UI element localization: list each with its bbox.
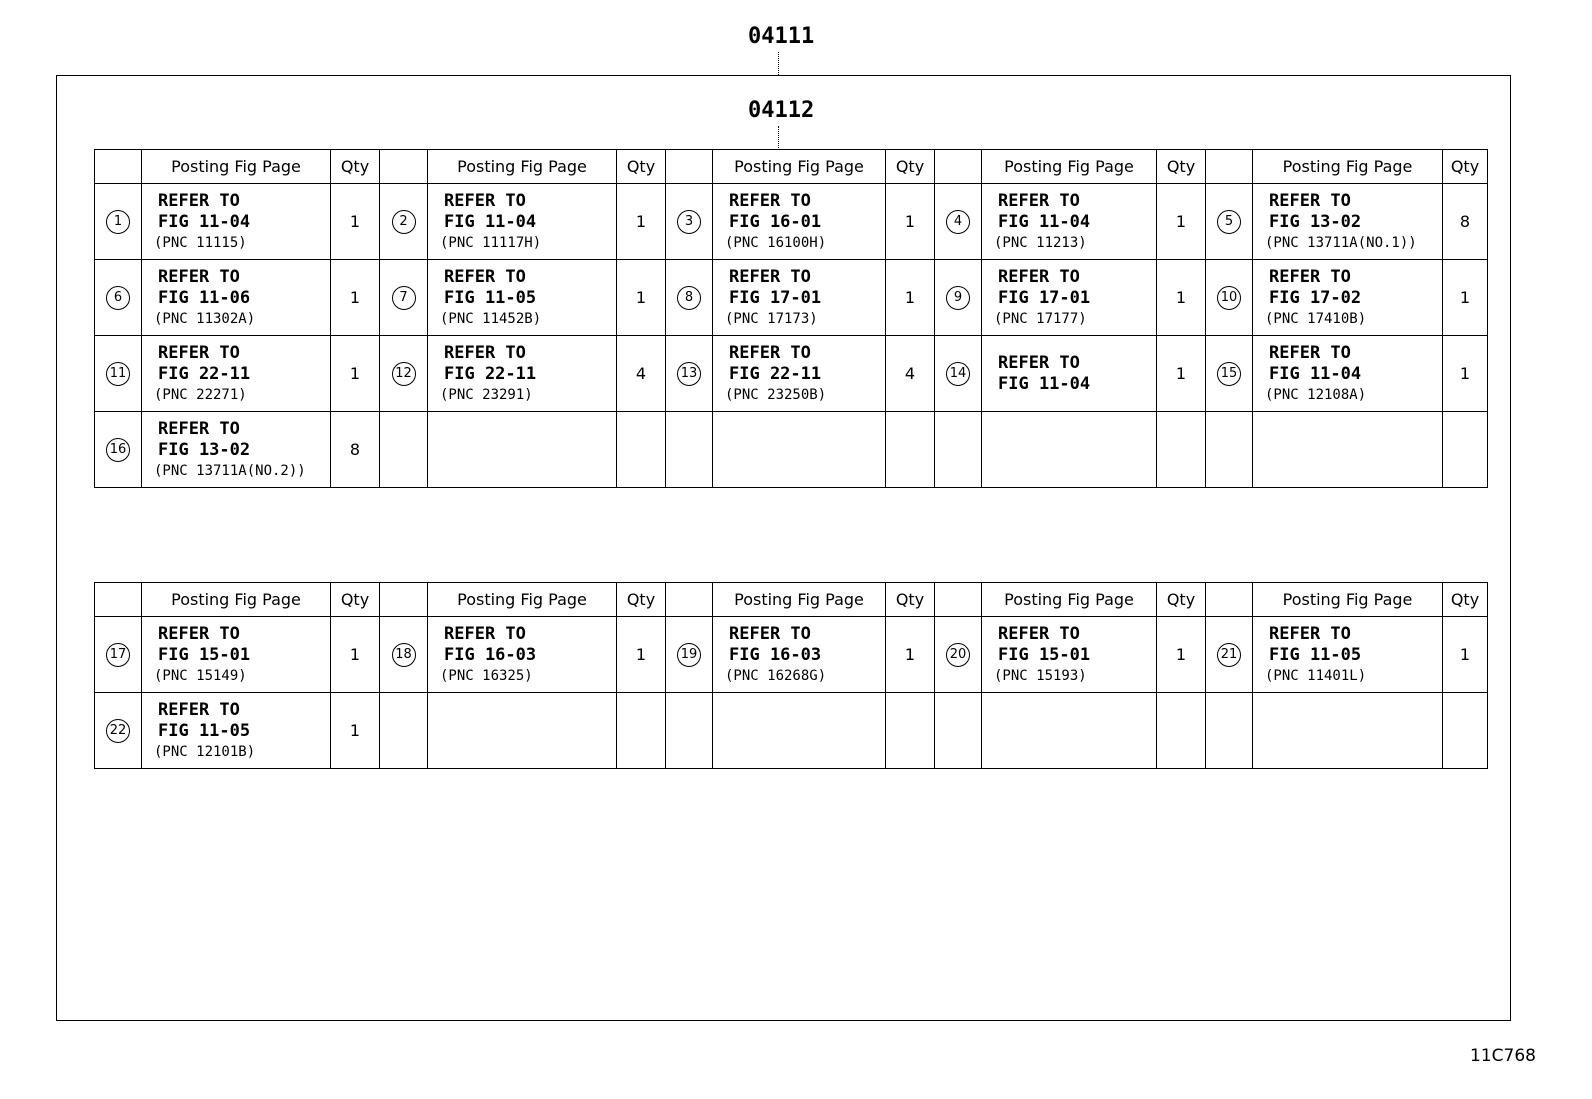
item-number-cell bbox=[380, 336, 428, 412]
item-number-cell bbox=[666, 412, 713, 488]
reference-cell bbox=[713, 412, 886, 488]
item-number-cell bbox=[1206, 617, 1253, 693]
reference-cell bbox=[982, 260, 1157, 336]
pnc-text: (PNC 16325) bbox=[440, 667, 533, 684]
qty-cell: 1 bbox=[331, 617, 380, 693]
reference-cell bbox=[1253, 617, 1443, 693]
header-qty: Qty bbox=[1157, 150, 1206, 184]
qty-cell bbox=[1443, 693, 1488, 769]
item-number-cell bbox=[935, 617, 982, 693]
refer-to-text: REFER TO bbox=[444, 342, 526, 363]
pnc-text: (PNC 15149) bbox=[154, 667, 247, 684]
refer-to-text: REFER TO bbox=[729, 190, 811, 211]
refer-to-text: REFER TO bbox=[729, 623, 811, 644]
header-qty: Qty bbox=[331, 583, 380, 617]
qty-cell: 1 bbox=[886, 617, 935, 693]
qty-cell: 1 bbox=[1443, 336, 1488, 412]
qty-cell: 1 bbox=[1443, 617, 1488, 693]
qty-cell: 1 bbox=[331, 693, 380, 769]
item-number-cell bbox=[935, 336, 982, 412]
header-blank-cell bbox=[380, 583, 428, 617]
item-number-circle: 8 bbox=[677, 286, 701, 310]
pnc-text: (PNC 23250B) bbox=[725, 386, 827, 403]
fig-number-text: FIG 22-11 bbox=[158, 363, 251, 384]
header-posting-fig-page: Posting Fig Page bbox=[982, 583, 1157, 617]
refer-to-text: REFER TO bbox=[158, 623, 240, 644]
qty-cell bbox=[1157, 412, 1206, 488]
header-blank-cell bbox=[1206, 583, 1253, 617]
qty-cell: 1 bbox=[331, 184, 380, 260]
fig-number-text: FIG 11-04 bbox=[1269, 363, 1362, 384]
header-posting-fig-page: Posting Fig Page bbox=[982, 150, 1157, 184]
fig-number-text: FIG 13-02 bbox=[1269, 211, 1362, 232]
refer-to-text: REFER TO bbox=[444, 623, 526, 644]
pnc-text: (PNC 11452B) bbox=[440, 310, 542, 327]
table-row bbox=[95, 260, 1488, 336]
reference-cell bbox=[428, 184, 617, 260]
item-number-cell bbox=[95, 184, 142, 260]
fig-number-text: FIG 15-01 bbox=[158, 644, 251, 665]
fig-number-text: FIG 22-11 bbox=[729, 363, 822, 384]
header-posting-fig-page: Posting Fig Page bbox=[142, 583, 331, 617]
fig-number-text: FIG 15-01 bbox=[998, 644, 1091, 665]
qty-cell: 4 bbox=[617, 336, 666, 412]
item-number-circle: 4 bbox=[946, 210, 970, 234]
header-blank-cell bbox=[95, 150, 142, 184]
fig-number-text: FIG 11-05 bbox=[1269, 644, 1362, 665]
qty-cell: 1 bbox=[331, 260, 380, 336]
item-number-cell bbox=[95, 693, 142, 769]
fig-number-text: FIG 11-04 bbox=[998, 211, 1091, 232]
item-number-circle: 7 bbox=[392, 286, 416, 310]
refer-to-text: REFER TO bbox=[998, 352, 1080, 373]
qty-cell: 1 bbox=[1157, 336, 1206, 412]
refer-to-text: REFER TO bbox=[729, 342, 811, 363]
header-blank-cell bbox=[666, 583, 713, 617]
qty-cell bbox=[886, 693, 935, 769]
fig-number-text: FIG 22-11 bbox=[444, 363, 537, 384]
item-number-cell bbox=[1206, 260, 1253, 336]
header-posting-fig-page: Posting Fig Page bbox=[142, 150, 331, 184]
reference-cell bbox=[982, 336, 1157, 412]
table-row bbox=[95, 336, 1488, 412]
refer-to-text: REFER TO bbox=[158, 418, 240, 439]
item-number-cell bbox=[935, 412, 982, 488]
pnc-text: (PNC 17173) bbox=[725, 310, 818, 327]
refer-to-text: REFER TO bbox=[444, 190, 526, 211]
reference-cell bbox=[982, 412, 1157, 488]
qty-cell: 1 bbox=[617, 617, 666, 693]
pnc-text: (PNC 11302A) bbox=[154, 310, 256, 327]
header-posting-fig-page: Posting Fig Page bbox=[1253, 583, 1443, 617]
header-posting-fig-page: Posting Fig Page bbox=[428, 583, 617, 617]
reference-cell bbox=[142, 693, 331, 769]
item-number-circle: 19 bbox=[677, 643, 701, 667]
qty-cell: 1 bbox=[617, 260, 666, 336]
item-number-circle: 9 bbox=[946, 286, 970, 310]
item-number-circle: 15 bbox=[1217, 362, 1241, 386]
header-row bbox=[95, 583, 1488, 617]
item-number-circle: 5 bbox=[1217, 210, 1241, 234]
reference-cell bbox=[982, 184, 1157, 260]
qty-cell bbox=[886, 412, 935, 488]
header-posting-fig-page: Posting Fig Page bbox=[1253, 150, 1443, 184]
pnc-text: (PNC 16100H) bbox=[725, 234, 827, 251]
header-blank-cell bbox=[1206, 150, 1253, 184]
qty-cell: 1 bbox=[1157, 260, 1206, 336]
reference-cell bbox=[982, 617, 1157, 693]
pnc-text: (PNC 12101B) bbox=[154, 743, 256, 760]
refer-to-text: REFER TO bbox=[998, 190, 1080, 211]
refer-to-text: REFER TO bbox=[1269, 623, 1351, 644]
pnc-text: (PNC 23291) bbox=[440, 386, 533, 403]
refer-to-text: REFER TO bbox=[1269, 342, 1351, 363]
top-leader-line bbox=[778, 52, 779, 75]
item-number-circle: 13 bbox=[677, 362, 701, 386]
header-blank-cell bbox=[666, 150, 713, 184]
item-number-cell bbox=[1206, 693, 1253, 769]
item-number-cell bbox=[1206, 412, 1253, 488]
refer-to-text: REFER TO bbox=[158, 266, 240, 287]
item-number-circle: 3 bbox=[677, 210, 701, 234]
refer-to-text: REFER TO bbox=[998, 623, 1080, 644]
refer-to-text: REFER TO bbox=[1269, 266, 1351, 287]
item-number-cell bbox=[380, 617, 428, 693]
qty-cell: 1 bbox=[1157, 184, 1206, 260]
fig-number-text: FIG 16-01 bbox=[729, 211, 822, 232]
header-qty: Qty bbox=[617, 150, 666, 184]
pnc-text: (PNC 11117H) bbox=[440, 234, 542, 251]
reference-cell bbox=[1253, 412, 1443, 488]
reference-cell bbox=[428, 693, 617, 769]
header-blank-cell bbox=[935, 583, 982, 617]
pnc-text: (PNC 13711A(NO.1)) bbox=[1265, 234, 1417, 251]
pnc-text: (PNC 11213) bbox=[994, 234, 1087, 251]
refer-to-text: REFER TO bbox=[729, 266, 811, 287]
item-number-cell bbox=[1206, 184, 1253, 260]
qty-cell bbox=[617, 412, 666, 488]
item-number-cell bbox=[935, 693, 982, 769]
reference-cell bbox=[982, 693, 1157, 769]
header-row bbox=[95, 150, 1488, 184]
refer-to-text: REFER TO bbox=[1269, 190, 1351, 211]
item-number-cell bbox=[380, 412, 428, 488]
item-number-circle: 20 bbox=[946, 643, 970, 667]
reference-table-2 bbox=[94, 582, 1488, 769]
fig-number-text: FIG 17-02 bbox=[1269, 287, 1362, 308]
item-number-cell bbox=[935, 184, 982, 260]
qty-cell: 8 bbox=[331, 412, 380, 488]
reference-cell bbox=[713, 260, 886, 336]
item-number-cell bbox=[666, 617, 713, 693]
reference-table-1 bbox=[94, 149, 1488, 488]
qty-cell bbox=[1157, 693, 1206, 769]
refer-to-text: REFER TO bbox=[998, 266, 1080, 287]
header-qty: Qty bbox=[617, 583, 666, 617]
refer-to-text: REFER TO bbox=[158, 190, 240, 211]
item-number-circle: 1 bbox=[106, 210, 130, 234]
header-blank-cell bbox=[95, 583, 142, 617]
reference-cell bbox=[142, 336, 331, 412]
reference-cell bbox=[428, 260, 617, 336]
reference-cell bbox=[428, 336, 617, 412]
qty-cell: 1 bbox=[886, 184, 935, 260]
reference-cell bbox=[142, 617, 331, 693]
item-number-cell bbox=[95, 260, 142, 336]
fig-number-text: FIG 16-03 bbox=[729, 644, 822, 665]
inner-part-label: 04112 bbox=[748, 98, 815, 123]
fig-number-text: FIG 11-06 bbox=[158, 287, 251, 308]
inner-leader-line bbox=[778, 126, 779, 150]
item-number-cell bbox=[666, 336, 713, 412]
pnc-text: (PNC 13711A(NO.2)) bbox=[154, 462, 306, 479]
item-number-cell bbox=[380, 184, 428, 260]
reference-cell bbox=[1253, 260, 1443, 336]
pnc-text: (PNC 22271) bbox=[154, 386, 247, 403]
reference-cell bbox=[428, 412, 617, 488]
qty-cell: 8 bbox=[1443, 184, 1488, 260]
reference-cell bbox=[1253, 693, 1443, 769]
item-number-cell bbox=[95, 336, 142, 412]
item-number-circle: 11 bbox=[106, 362, 130, 386]
reference-cell bbox=[713, 336, 886, 412]
item-number-cell bbox=[95, 617, 142, 693]
header-posting-fig-page: Posting Fig Page bbox=[428, 150, 617, 184]
item-number-circle: 14 bbox=[946, 362, 970, 386]
header-qty: Qty bbox=[1443, 150, 1488, 184]
fig-number-text: FIG 13-02 bbox=[158, 439, 251, 460]
table-row bbox=[95, 412, 1488, 488]
qty-cell: 1 bbox=[617, 184, 666, 260]
item-number-circle: 21 bbox=[1217, 643, 1241, 667]
item-number-circle: 17 bbox=[106, 643, 130, 667]
refer-to-text: REFER TO bbox=[158, 342, 240, 363]
qty-cell bbox=[617, 693, 666, 769]
fig-number-text: FIG 17-01 bbox=[998, 287, 1091, 308]
item-number-cell bbox=[935, 260, 982, 336]
item-number-cell bbox=[1206, 336, 1253, 412]
fig-number-text: FIG 16-03 bbox=[444, 644, 537, 665]
header-qty: Qty bbox=[1157, 583, 1206, 617]
header-qty: Qty bbox=[886, 150, 935, 184]
pnc-text: (PNC 16268G) bbox=[725, 667, 827, 684]
header-blank-cell bbox=[380, 150, 428, 184]
fig-number-text: FIG 11-04 bbox=[444, 211, 537, 232]
table-row bbox=[95, 693, 1488, 769]
reference-cell bbox=[713, 617, 886, 693]
table-row bbox=[95, 184, 1488, 260]
reference-cell bbox=[428, 617, 617, 693]
reference-cell bbox=[142, 184, 331, 260]
reference-cell bbox=[142, 260, 331, 336]
refer-to-text: REFER TO bbox=[158, 699, 240, 720]
refer-to-text: REFER TO bbox=[444, 266, 526, 287]
item-number-cell bbox=[380, 693, 428, 769]
top-part-label: 04111 bbox=[748, 24, 815, 49]
item-number-circle: 18 bbox=[392, 643, 416, 667]
qty-cell: 1 bbox=[1157, 617, 1206, 693]
fig-number-text: FIG 11-05 bbox=[158, 720, 251, 741]
header-posting-fig-page: Posting Fig Page bbox=[713, 583, 886, 617]
header-qty: Qty bbox=[1443, 583, 1488, 617]
reference-cell bbox=[713, 184, 886, 260]
qty-cell: 1 bbox=[331, 336, 380, 412]
item-number-cell bbox=[380, 260, 428, 336]
pnc-text: (PNC 15193) bbox=[994, 667, 1087, 684]
qty-cell: 1 bbox=[886, 260, 935, 336]
fig-number-text: FIG 11-05 bbox=[444, 287, 537, 308]
fig-number-text: FIG 11-04 bbox=[158, 211, 251, 232]
qty-cell: 1 bbox=[1443, 260, 1488, 336]
header-blank-cell bbox=[935, 150, 982, 184]
item-number-cell bbox=[666, 184, 713, 260]
item-number-cell bbox=[666, 260, 713, 336]
pnc-text: (PNC 11401L) bbox=[1265, 667, 1367, 684]
item-number-circle: 16 bbox=[106, 438, 130, 462]
item-number-cell bbox=[666, 693, 713, 769]
header-qty: Qty bbox=[886, 583, 935, 617]
reference-cell bbox=[1253, 336, 1443, 412]
pnc-text: (PNC 12108A) bbox=[1265, 386, 1367, 403]
header-qty: Qty bbox=[331, 150, 380, 184]
reference-cell bbox=[713, 693, 886, 769]
figure-code: 11C768 bbox=[1470, 1046, 1536, 1066]
pnc-text: (PNC 17410B) bbox=[1265, 310, 1367, 327]
fig-number-text: FIG 11-04 bbox=[998, 373, 1091, 394]
item-number-circle: 12 bbox=[392, 362, 416, 386]
qty-cell: 4 bbox=[886, 336, 935, 412]
item-number-circle: 10 bbox=[1217, 286, 1241, 310]
item-number-circle: 6 bbox=[106, 286, 130, 310]
header-posting-fig-page: Posting Fig Page bbox=[713, 150, 886, 184]
item-number-circle: 22 bbox=[106, 719, 130, 743]
pnc-text: (PNC 11115) bbox=[154, 234, 247, 251]
pnc-text: (PNC 17177) bbox=[994, 310, 1087, 327]
reference-cell bbox=[142, 412, 331, 488]
qty-cell bbox=[1443, 412, 1488, 488]
reference-cell bbox=[1253, 184, 1443, 260]
table-row bbox=[95, 617, 1488, 693]
item-number-cell bbox=[95, 412, 142, 488]
fig-number-text: FIG 17-01 bbox=[729, 287, 822, 308]
item-number-circle: 2 bbox=[392, 210, 416, 234]
